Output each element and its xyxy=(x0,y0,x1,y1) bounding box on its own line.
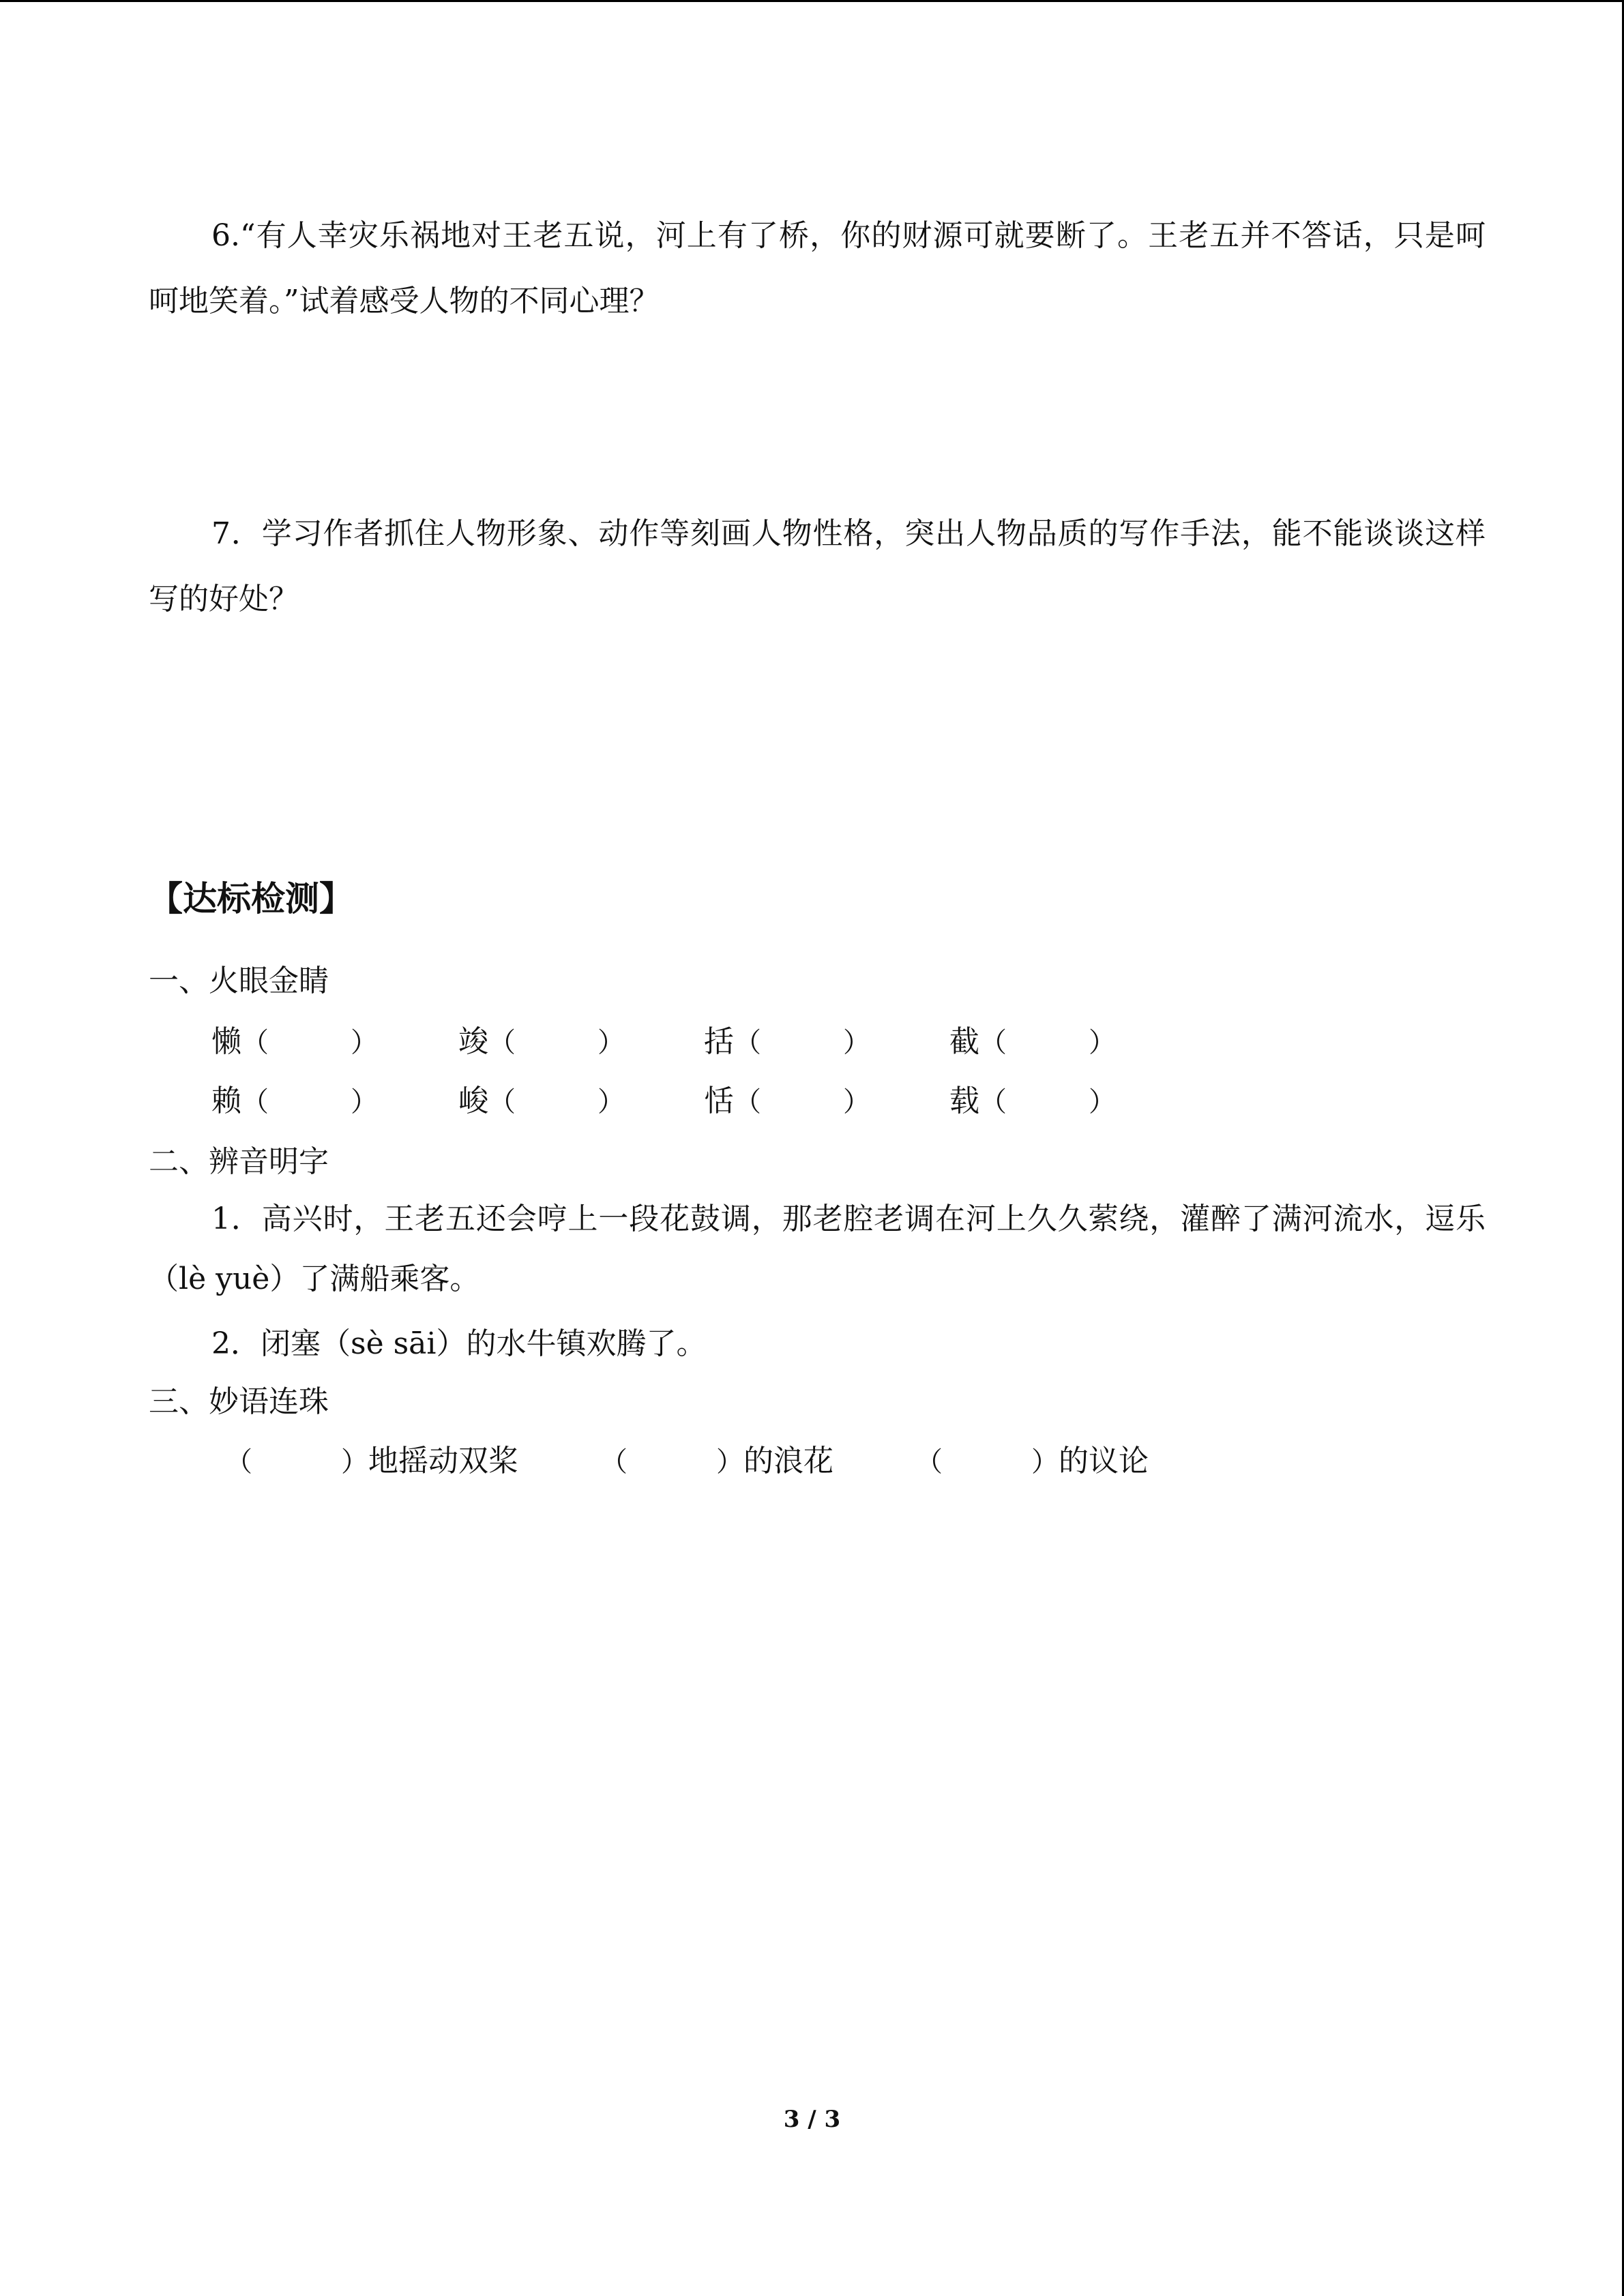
part3-blank-1: （ ）地摇动双桨 xyxy=(225,1444,518,1478)
part1-row1-item2: 竣（ ） xyxy=(458,1024,625,1059)
question-6 xyxy=(149,203,1486,334)
question-7-text: 7．学习作者抓住人物形象、动作等刻画人物性格，突出人物品质的写作手法，能不能谈谈这样写的好处？ xyxy=(149,516,1486,616)
part1-row1-item1: 懒（ ） xyxy=(211,1024,378,1059)
part2-item1 xyxy=(149,1189,1486,1309)
part1-row2-item4: 载（ ） xyxy=(949,1084,1116,1118)
part1-row2-item3: 恬（ ） xyxy=(704,1084,870,1118)
part1-row2-item1: 赖（ ） xyxy=(211,1084,378,1118)
part2-item1-text: 1．高兴时，王老五还会哼上一段花鼓调，那老腔老调在河上久久萦绕，灌醉了满河流水，逗乐（lè yuè）了满船乘客。 xyxy=(149,1202,1486,1296)
part3-blank-2: （ ）的浪花 xyxy=(600,1444,833,1478)
part1-row1-item4: 截（ ） xyxy=(949,1024,1116,1059)
part2-item2: 2．闭塞（sè sāi）的水牛镇欢腾了。 xyxy=(211,1326,707,1361)
top-border-line xyxy=(0,0,1624,2)
part3-title: 三、妙语连珠 xyxy=(149,1384,329,1419)
part1-row2-item2: 峻（ ） xyxy=(458,1084,625,1118)
question-7 xyxy=(149,501,1486,632)
part1-title: 一、火眼金睛 xyxy=(149,964,329,998)
question-6-text: 6.“有人幸灾乐祸地对王老五说，河上有了桥，你的财源可就要断了。王老五并不答话，只是呵呵地笑着。”试着感受人物的不同心理？ xyxy=(149,218,1486,318)
section-title: 【达标检测】 xyxy=(149,878,353,919)
part2-title: 二、辨音明字 xyxy=(149,1144,329,1179)
part1-row1-item3: 括（ ） xyxy=(704,1024,870,1059)
page-number: 3 / 3 xyxy=(783,2106,841,2133)
part3-blank-3: （ ）的议论 xyxy=(915,1444,1149,1478)
